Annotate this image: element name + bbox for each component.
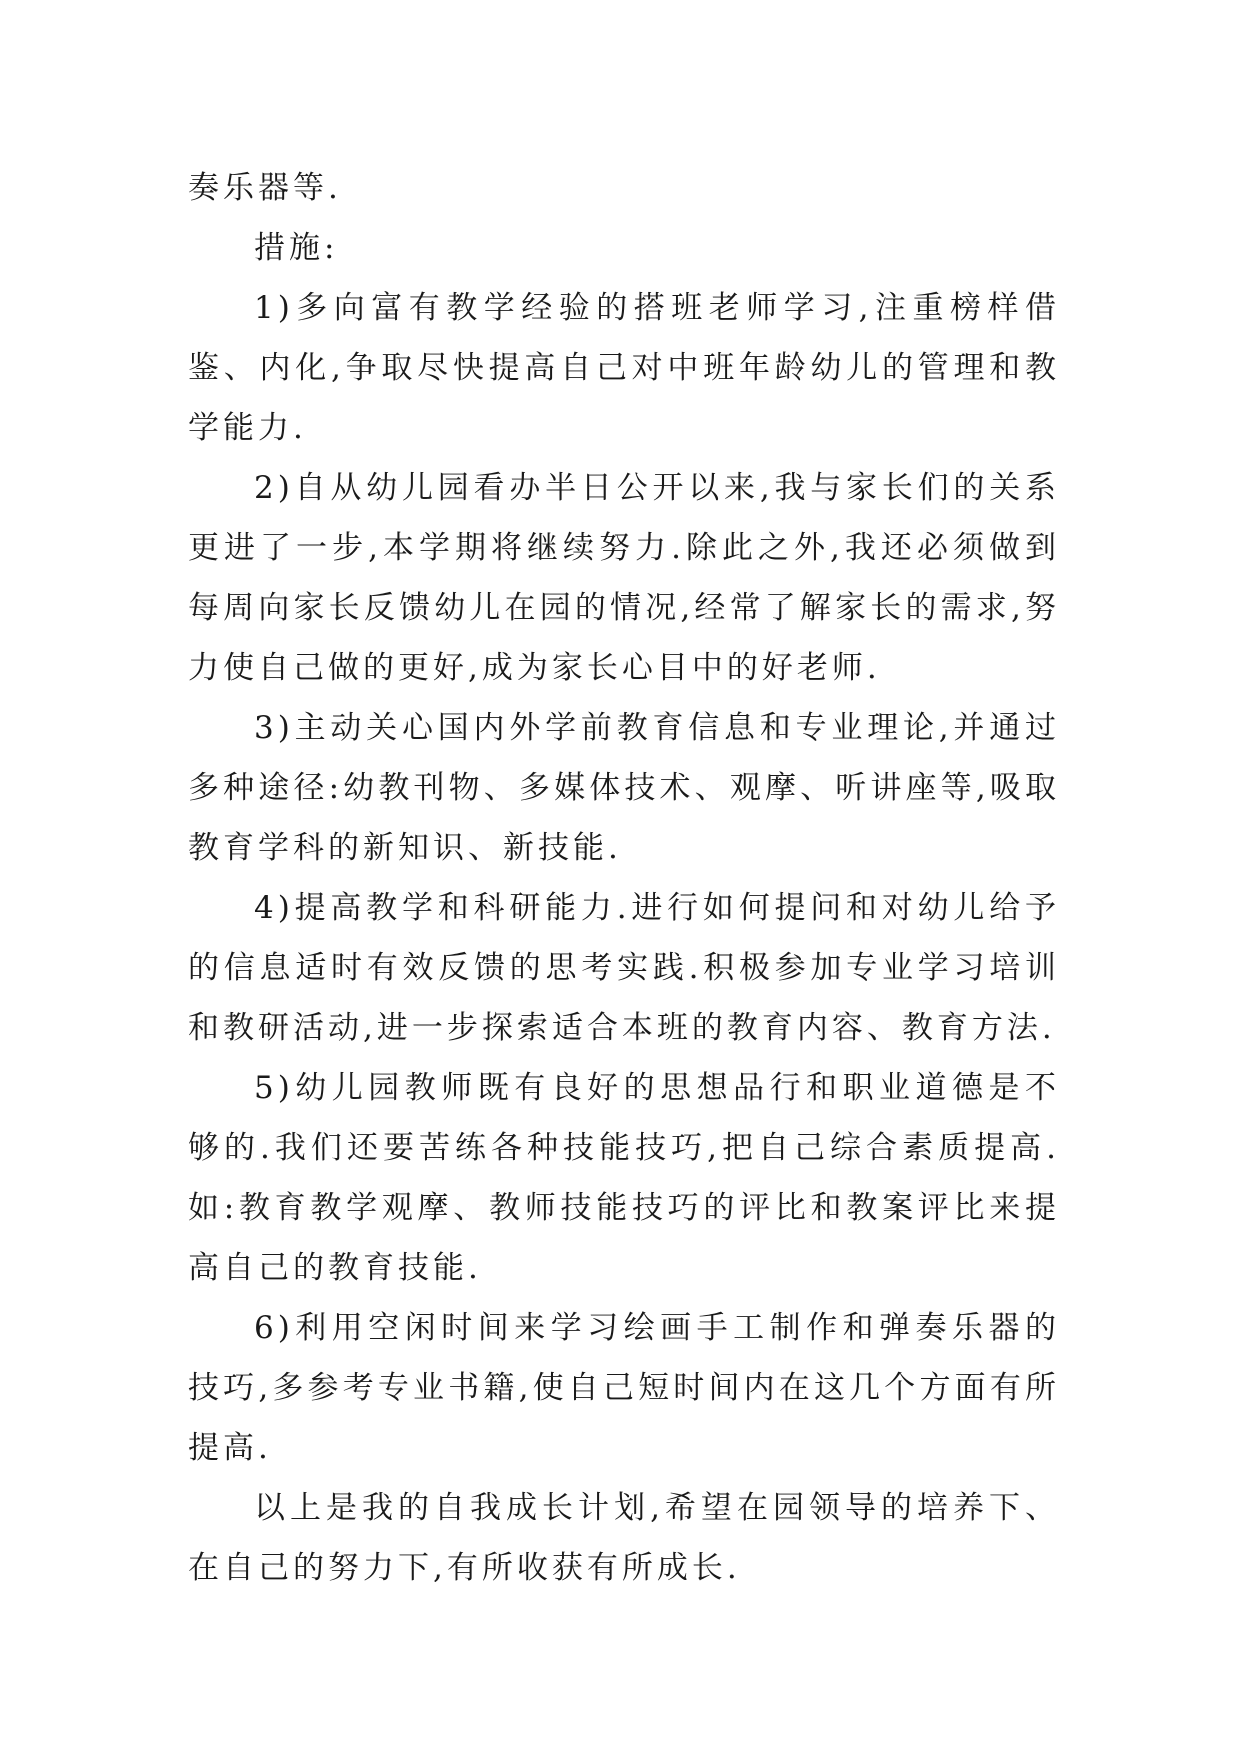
- paragraph-measure-4: 4)提高教学和科研能力.进行如何提问和对幼儿给予的信息适时有效反馈的思考实践.积极参加专业学习培训和教研活动,进一步探索适合本班的教育内容、教育方法.: [188, 890, 1060, 1046]
- paragraph-measure-3: 3)主动关心国内外学前教育信息和专业理论,并通过多种途径:幼教刊物、多媒体技术、观摩、听讲座等,吸取教育学科的新知识、新技能.: [188, 710, 1060, 866]
- paragraph-measures-heading: 措施:: [254, 230, 339, 266]
- paragraph-measure-6: 6)利用空闲时间来学习绘画手工制作和弹奏乐器的技巧,多参考专业书籍,使自己短时间内在这几个方面有所提高.: [188, 1310, 1060, 1466]
- document-body: [188, 158, 1060, 1598]
- paragraph-continuation: 奏乐器等.: [188, 170, 342, 206]
- paragraph-measure-2: 2)自从幼儿园看办半日公开以来,我与家长们的关系更进了一步,本学期将继续努力.除此之外,我还必须做到每周向家长反馈幼儿在园的情况,经常了解家长的需求,努力使自己做的更好,成为家长心目中的好老师.: [188, 470, 1060, 686]
- paragraph-measure-5: 5)幼儿园教师既有良好的思想品行和职业道德是不够的.我们还要苦练各种技能技巧,把自己综合素质提高.如:教育教学观摩、教师技能技巧的评比和教案评比来提高自己的教育技能.: [188, 1070, 1060, 1286]
- paragraph-measure-1: 1)多向富有教学经验的搭班老师学习,注重榜样借鉴、内化,争取尽快提高自己对中班年龄幼儿的管理和教学能力.: [188, 290, 1060, 446]
- paragraph-conclusion: 以上是我的自我成长计划,希望在园领导的培养下、在自己的努力下,有所收获有所成长.: [188, 1490, 1060, 1586]
